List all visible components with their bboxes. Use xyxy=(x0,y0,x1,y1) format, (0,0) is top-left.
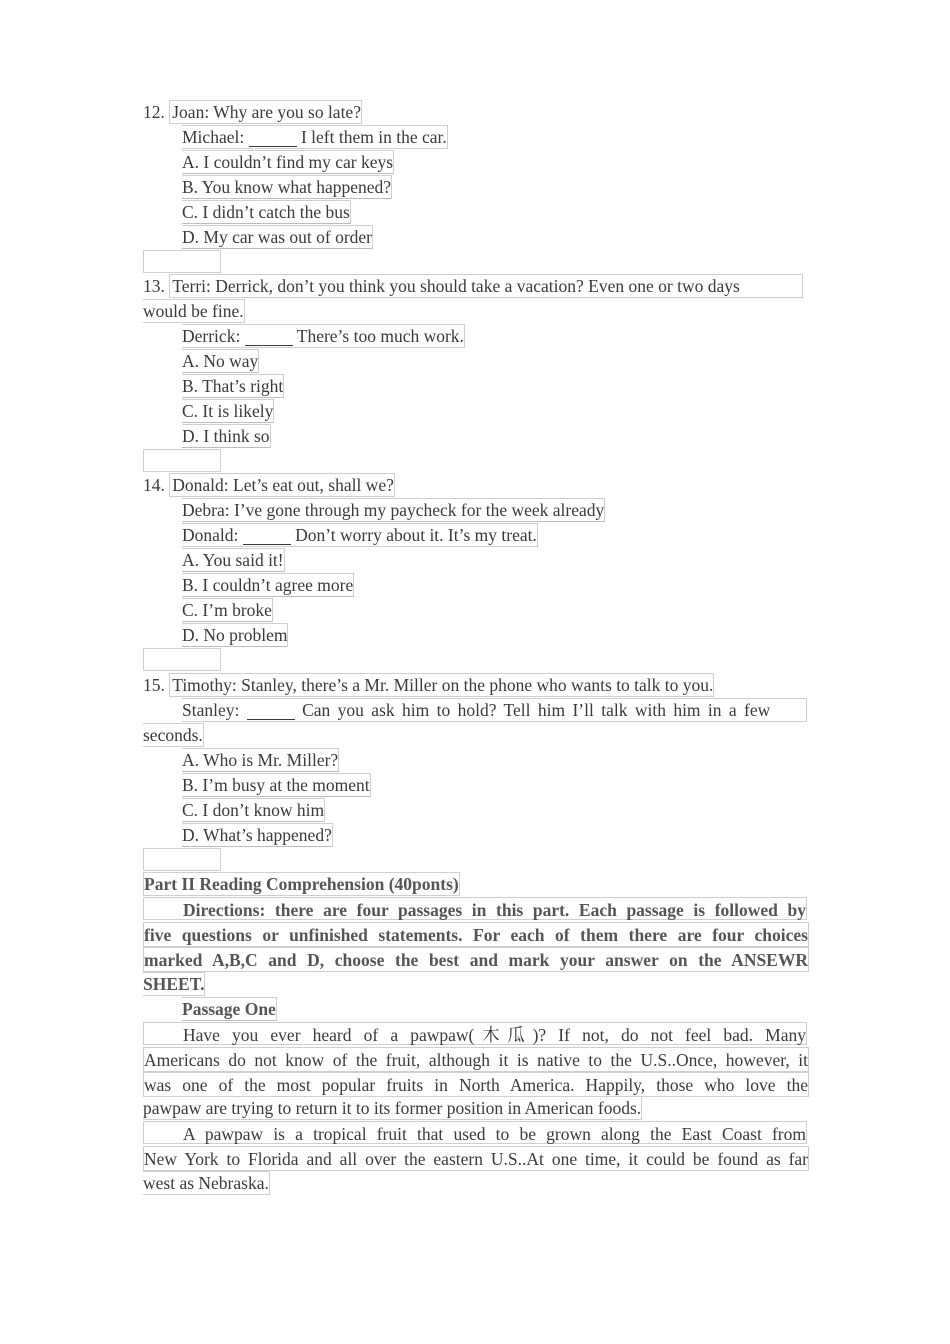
q15-stem-text: Timothy: Stanley, there’s a Mr. Miller on the phone who wants to talk to you. xyxy=(169,673,714,697)
q13-option-c: C. It is likely xyxy=(182,401,274,421)
directions-line-2: five questions or unfinished statements. For each of them there are four choices xyxy=(143,922,809,947)
q15-option-c: C. I don’t know him xyxy=(182,800,325,820)
q13-reply xyxy=(143,324,807,349)
para1-line-4: pawpaw are trying to return it to its former position in American foods. xyxy=(143,1098,642,1118)
q15-stem: 15. Timothy: Stanley, there’s a Mr. Miller on the phone who wants to talk to you. xyxy=(143,675,714,695)
q12-reply-speaker: Michael: xyxy=(182,127,245,147)
q14-reply-rest: Don’t worry about it. It’s my treat. xyxy=(295,525,537,545)
q12-option-b: B. You know what happened? xyxy=(182,177,392,197)
q13-stem-line1: Terri: Derrick, don’t you think you should take a vacation? Even one or two days xyxy=(169,274,803,298)
q15-reply-rest: Can you ask him to hold? Tell him I’ll talk with him in a few xyxy=(302,700,771,720)
para2-line-2: New York to Florida and all over the eastern U.S..At one time, it could be found as far xyxy=(143,1146,809,1171)
q12-answer-blank xyxy=(249,126,297,147)
para1-line-3: was one of the most popular fruits in North America. Happily, those who love the xyxy=(143,1072,809,1097)
q12-stem-text: Joan: Why are you so late? xyxy=(169,100,362,124)
q13-option-a: A. No way xyxy=(182,351,259,371)
q12-option-a: A. I couldn’t find my car keys xyxy=(182,152,394,172)
q12-option-c: C. I didn’t catch the bus xyxy=(182,202,350,222)
q15-option-d: D. What’s happened? xyxy=(182,825,332,845)
q14-option-a: A. You said it! xyxy=(182,550,284,570)
empty-line-box xyxy=(143,250,221,273)
q15-reply xyxy=(143,698,807,723)
q14-option-b: B. I couldn’t agree more xyxy=(182,575,354,595)
para2-line-1: A pawpaw is a tropical fruit that used to be grown along the East Coast from xyxy=(143,1121,807,1144)
para1-line-2: Americans do not know of the fruit, although it is native to the U.S..Once, however, it xyxy=(143,1047,809,1072)
q14-reply xyxy=(143,523,807,548)
q14-stem-text: Donald: Let’s eat out, shall we? xyxy=(169,473,395,497)
q13-answer-blank xyxy=(245,325,293,346)
empty-line-box xyxy=(143,648,221,671)
q15-reply-speaker: Stanley: xyxy=(182,700,240,720)
q14-line2: Debra: I’ve gone through my paycheck for the week already xyxy=(182,500,605,520)
q15-option-b: B. I’m busy at the moment xyxy=(182,775,370,795)
para1-line-1: Have you ever heard of a pawpaw(木瓜)? If not, do not feel bad. Many xyxy=(143,1022,807,1045)
empty-line-box xyxy=(143,848,221,871)
q13-option-d: D. I think so xyxy=(182,426,270,446)
directions-line-3: marked A,B,C and D, choose the best and mark your answer on the ANSEWR xyxy=(143,947,809,972)
passage-title: Passage One xyxy=(182,999,276,1019)
directions-line-4: SHEET. xyxy=(143,974,205,994)
q13-option-b: B. That’s right xyxy=(182,376,284,396)
q12-stem: 12. Joan: Why are you so late? xyxy=(143,102,361,122)
q13-stem: 13. Terri: Derrick, don’t you think you should take a vacation? Even one or two days xyxy=(143,274,807,299)
q13-reply-speaker: Derrick: xyxy=(182,326,241,346)
q14-stem: 14. Donald: Let’s eat out, shall we? xyxy=(143,475,394,495)
q14-answer-blank xyxy=(243,524,291,545)
empty-line-box xyxy=(143,449,221,472)
q12-reply xyxy=(143,125,807,150)
q14-option-d: D. No problem xyxy=(182,625,288,645)
q13-reply-rest: There’s too much work. xyxy=(296,326,464,346)
q15-option-a: A. Who is Mr. Miller? xyxy=(182,750,339,770)
q14-option-c: C. I’m broke xyxy=(182,600,272,620)
q12-option-d: D. My car was out of order xyxy=(182,227,373,247)
directions-line-1: Directions: there are four passages in this part. Each passage is followed by xyxy=(143,897,807,920)
q13-stem-cont: would be fine. xyxy=(143,301,244,321)
q14-reply-speaker: Donald: xyxy=(182,525,239,545)
part2-heading: Part II Reading Comprehension (40ponts) xyxy=(144,874,459,894)
para2-line-3: west as Nebraska. xyxy=(143,1173,269,1193)
q15-reply-cont: seconds. xyxy=(143,725,203,745)
q15-answer-blank xyxy=(247,699,295,720)
q12-reply-rest: I left them in the car. xyxy=(300,127,447,147)
